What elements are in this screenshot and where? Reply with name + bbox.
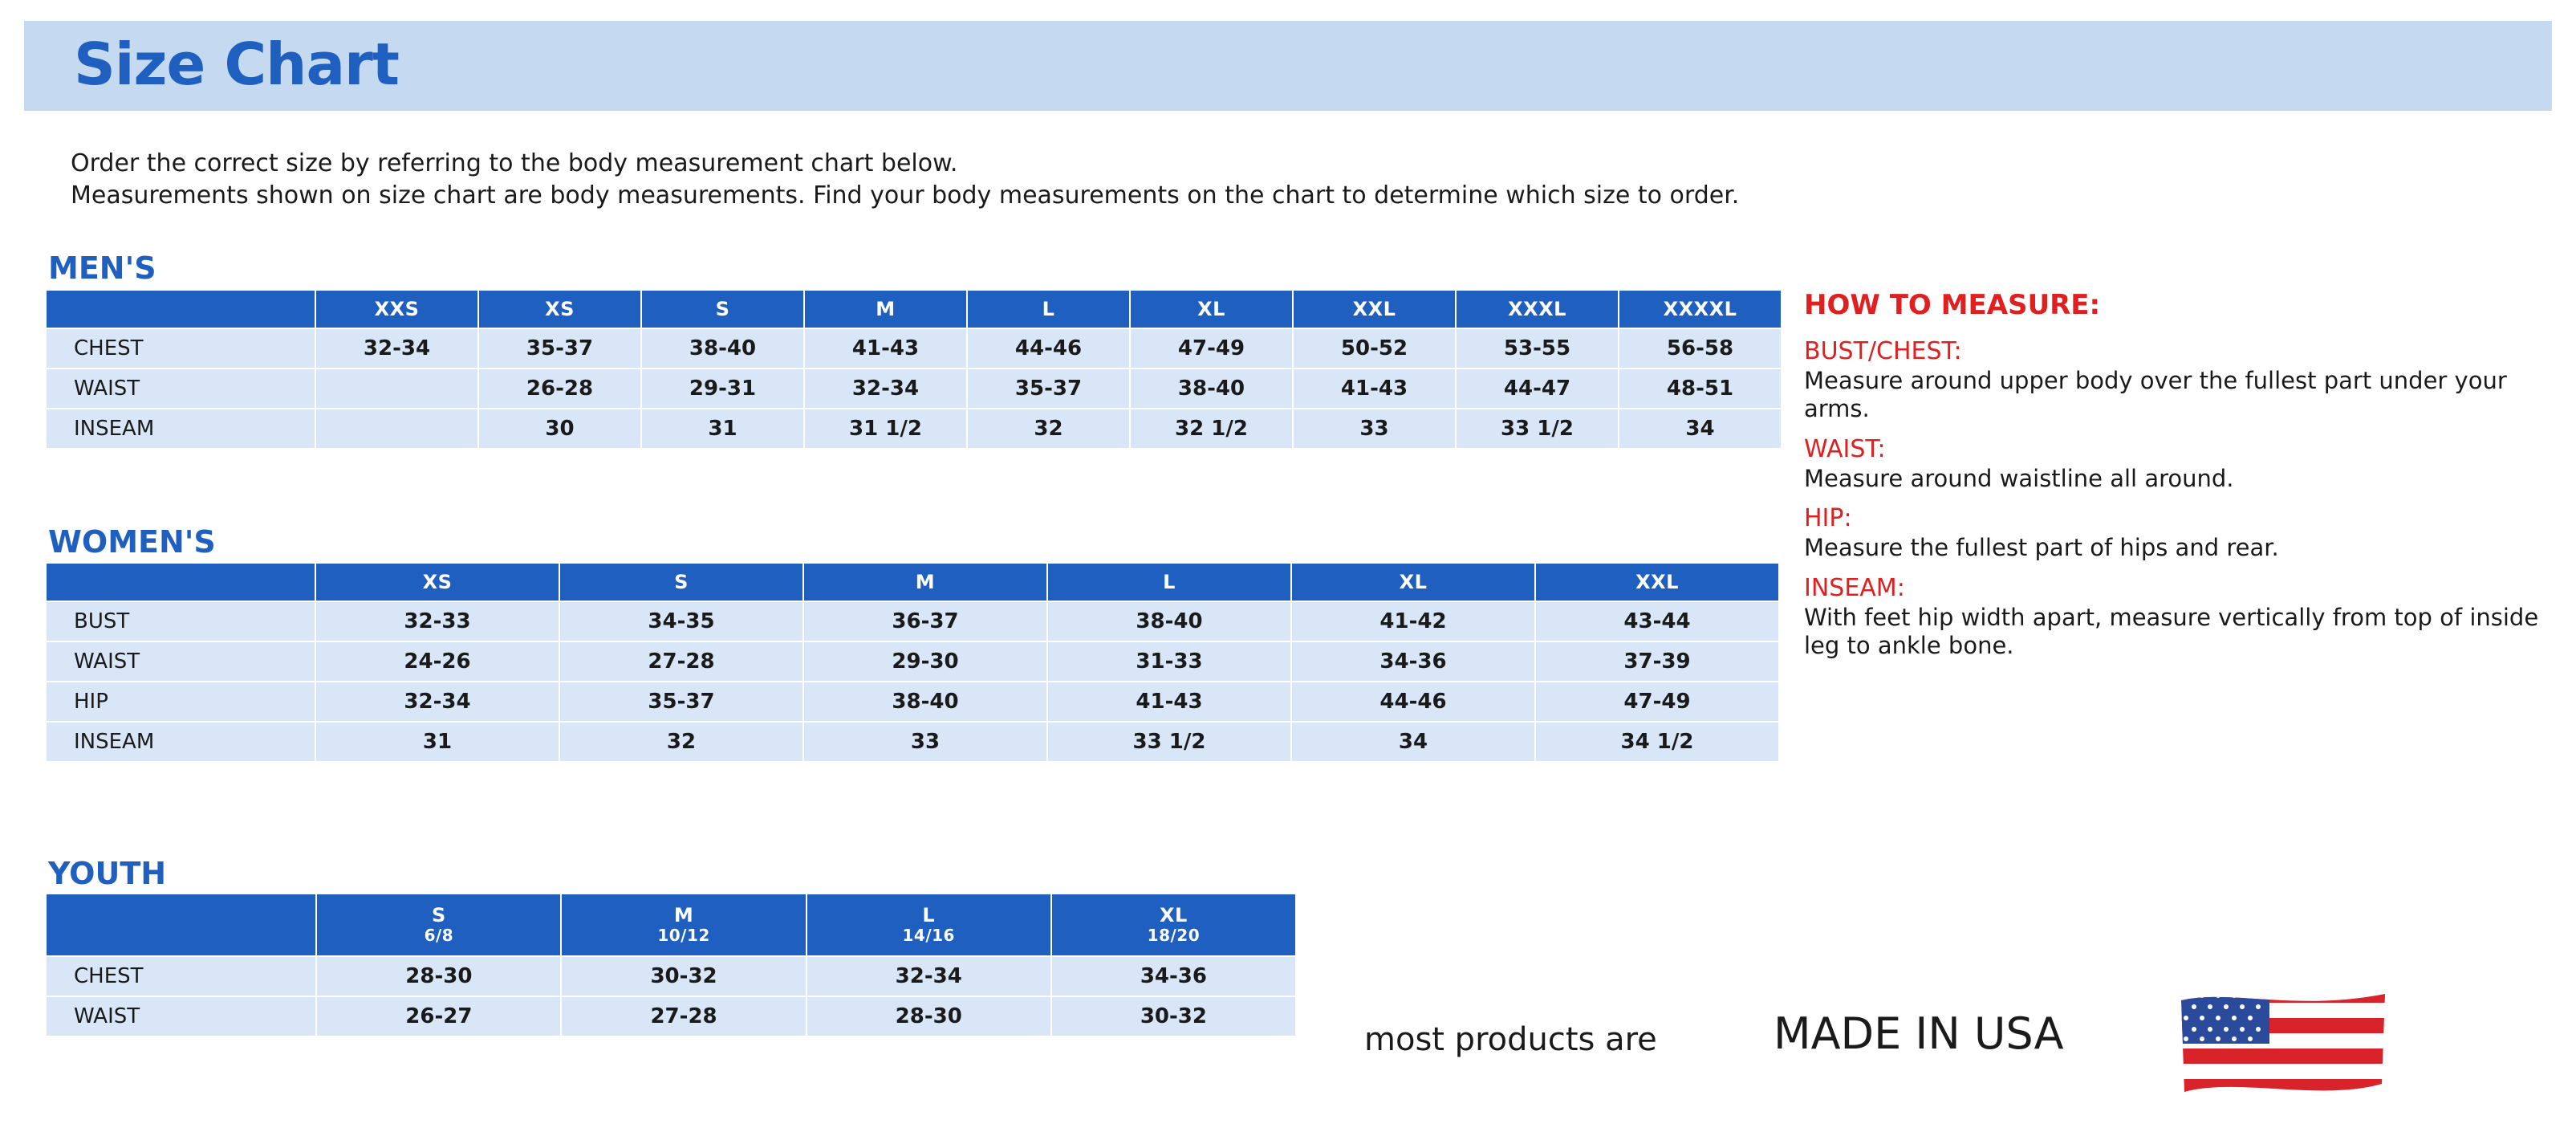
table-cell: 31-33 xyxy=(1047,641,1291,682)
how-to-measure-item xyxy=(1804,435,2550,493)
column-header: L xyxy=(1047,563,1291,601)
measure-description: Measure the fullest part of hips and rear. xyxy=(1804,534,2279,562)
table-cell: 33 1/2 xyxy=(1047,722,1291,762)
table-header-row xyxy=(46,290,1782,328)
table-cell: 24-26 xyxy=(315,641,559,682)
column-header-size: L xyxy=(922,903,936,926)
youth-size-table xyxy=(45,893,1297,1037)
table-cell: 33 1/2 xyxy=(1456,409,1619,449)
table-row xyxy=(46,956,1296,996)
table-cell: 34-36 xyxy=(1051,956,1296,996)
table-cell: 30-32 xyxy=(561,956,806,996)
how-to-measure-item xyxy=(1804,574,2550,661)
row-label: WAIST xyxy=(46,369,315,409)
table-cell: 35-37 xyxy=(559,682,803,722)
table-header-row xyxy=(46,894,1296,956)
how-to-measure-item xyxy=(1804,504,2550,562)
table-cell: 30-32 xyxy=(1051,996,1296,1036)
column-header: XS xyxy=(478,290,641,328)
table-row xyxy=(46,682,1779,722)
table-cell: 27-28 xyxy=(559,641,803,682)
table-cell: 28-30 xyxy=(316,956,561,996)
womens-size-table xyxy=(45,562,1780,763)
table-cell: 36-37 xyxy=(803,601,1047,641)
table-cell: 44-47 xyxy=(1456,369,1619,409)
table-cell xyxy=(315,409,478,449)
table-cell: 50-52 xyxy=(1293,328,1456,369)
table-cell: 34 xyxy=(1619,409,1782,449)
table-cell: 35-37 xyxy=(967,369,1130,409)
how-to-measure-panel xyxy=(1804,289,2550,671)
table-cell: 38-40 xyxy=(803,682,1047,722)
intro-line-2: Measurements shown on size chart are body measurements. Find your body measurements on the chart to determine which size to order. xyxy=(71,181,1740,210)
measure-term: INSEAM: xyxy=(1804,573,1905,602)
us-flag-icon xyxy=(2175,987,2391,1100)
measure-description: With feet hip width apart, measure vertically from top of inside leg to ankle bone. xyxy=(1804,603,2539,659)
table-row xyxy=(46,328,1782,369)
column-header: XXXL xyxy=(1456,290,1619,328)
page-header-banner xyxy=(24,21,2552,111)
row-label: WAIST xyxy=(46,641,315,682)
column-header: M xyxy=(803,563,1047,601)
table-cell: 38-40 xyxy=(1130,369,1293,409)
table-cell: 26-28 xyxy=(478,369,641,409)
table-cell: 32-34 xyxy=(315,682,559,722)
column-header: XXXXL xyxy=(1619,290,1782,328)
column-header-size: M xyxy=(673,903,694,926)
column-header: M xyxy=(804,290,967,328)
column-header: XXL xyxy=(1293,290,1456,328)
table-cell: 41-42 xyxy=(1291,601,1535,641)
table-cell: 31 1/2 xyxy=(804,409,967,449)
table-cell: 48-51 xyxy=(1619,369,1782,409)
table-cell: 38-40 xyxy=(641,328,804,369)
column-header-size: S xyxy=(431,903,446,926)
table-cell: 53-55 xyxy=(1456,328,1619,369)
table-cell: 34 xyxy=(1291,722,1535,762)
row-label: INSEAM xyxy=(46,722,315,762)
table-cell: 33 xyxy=(1293,409,1456,449)
table-cell: 26-27 xyxy=(316,996,561,1036)
row-label: WAIST xyxy=(46,996,316,1036)
measure-description: Measure around waistline all around. xyxy=(1804,464,2234,492)
row-label: INSEAM xyxy=(46,409,315,449)
column-header: XL xyxy=(1130,290,1293,328)
column-header xyxy=(46,894,316,956)
table-cell: 47-49 xyxy=(1535,682,1779,722)
table-row xyxy=(46,722,1779,762)
measure-description: Measure around upper body over the fullest part under your arms. xyxy=(1804,367,2507,423)
intro-text xyxy=(71,148,2526,212)
column-header-ages: 18/20 xyxy=(1147,926,1201,946)
table-cell: 32 xyxy=(559,722,803,762)
row-label: BUST xyxy=(46,601,315,641)
column-header: XXL xyxy=(1535,563,1779,601)
table-cell: 38-40 xyxy=(1047,601,1291,641)
column-header: XXS xyxy=(315,290,478,328)
row-label: CHEST xyxy=(46,956,316,996)
table-cell: 32-34 xyxy=(315,328,478,369)
column-header: S xyxy=(559,563,803,601)
table-cell: 32-34 xyxy=(807,956,1051,996)
page-title: Size Chart xyxy=(74,31,399,98)
table-cell: 34-36 xyxy=(1291,641,1535,682)
column-header xyxy=(1051,894,1296,956)
table-cell: 28-30 xyxy=(807,996,1051,1036)
table-cell: 41-43 xyxy=(1293,369,1456,409)
table-cell: 32 1/2 xyxy=(1130,409,1293,449)
column-header-ages: 10/12 xyxy=(657,926,710,946)
made-in-usa-emphasis: MADE IN USA xyxy=(1774,1008,2064,1059)
how-to-measure-title: HOW TO MEASURE: xyxy=(1804,289,2101,321)
column-header xyxy=(316,894,561,956)
table-row xyxy=(46,641,1779,682)
table-cell: 30 xyxy=(478,409,641,449)
table-row xyxy=(46,601,1779,641)
intro-line-1: Order the correct size by referring to the body measurement chart below. xyxy=(71,149,958,177)
column-header: S xyxy=(641,290,804,328)
table-cell: 44-46 xyxy=(967,328,1130,369)
table-cell: 41-43 xyxy=(1047,682,1291,722)
column-header-ages: 6/8 xyxy=(424,926,454,946)
table-header-row xyxy=(46,563,1779,601)
table-cell: 29-31 xyxy=(641,369,804,409)
table-row xyxy=(46,369,1782,409)
made-in-usa-prefix: most products are xyxy=(1364,1021,1657,1058)
table-cell: 34 1/2 xyxy=(1535,722,1779,762)
column-header xyxy=(46,290,315,328)
table-cell: 44-46 xyxy=(1291,682,1535,722)
table-cell: 33 xyxy=(803,722,1047,762)
column-header: L xyxy=(967,290,1130,328)
section-label-womens: WOMEN'S xyxy=(48,524,216,560)
table-cell: 32-34 xyxy=(804,369,967,409)
row-label: CHEST xyxy=(46,328,315,369)
table-cell: 29-30 xyxy=(803,641,1047,682)
table-cell: 31 xyxy=(315,722,559,762)
table-cell: 56-58 xyxy=(1619,328,1782,369)
table-cell xyxy=(315,369,478,409)
measure-term: BUST/CHEST: xyxy=(1804,337,1962,365)
column-header-ages: 14/16 xyxy=(902,926,955,946)
table-cell: 32 xyxy=(967,409,1130,449)
measure-term: HIP: xyxy=(1804,504,1852,533)
column-header: XL xyxy=(1291,563,1535,601)
mens-size-table xyxy=(45,289,1782,450)
column-header xyxy=(46,563,315,601)
column-header xyxy=(561,894,806,956)
table-cell: 31 xyxy=(641,409,804,449)
table-cell: 35-37 xyxy=(478,328,641,369)
table-cell: 47-49 xyxy=(1130,328,1293,369)
table-cell: 32-33 xyxy=(315,601,559,641)
table-cell: 27-28 xyxy=(561,996,806,1036)
table-row xyxy=(46,409,1782,449)
table-row xyxy=(46,996,1296,1036)
made-in-usa-block xyxy=(1364,987,2424,1100)
table-cell: 34-35 xyxy=(559,601,803,641)
column-header-size: XL xyxy=(1160,903,1188,926)
table-cell: 41-43 xyxy=(804,328,967,369)
how-to-measure-item xyxy=(1804,337,2550,424)
table-cell: 43-44 xyxy=(1535,601,1779,641)
section-label-mens: MEN'S xyxy=(48,250,156,286)
column-header: XS xyxy=(315,563,559,601)
table-cell: 37-39 xyxy=(1535,641,1779,682)
row-label: HIP xyxy=(46,682,315,722)
measure-term: WAIST: xyxy=(1804,434,1886,463)
column-header xyxy=(807,894,1051,956)
section-label-youth: YOUTH xyxy=(48,856,167,891)
